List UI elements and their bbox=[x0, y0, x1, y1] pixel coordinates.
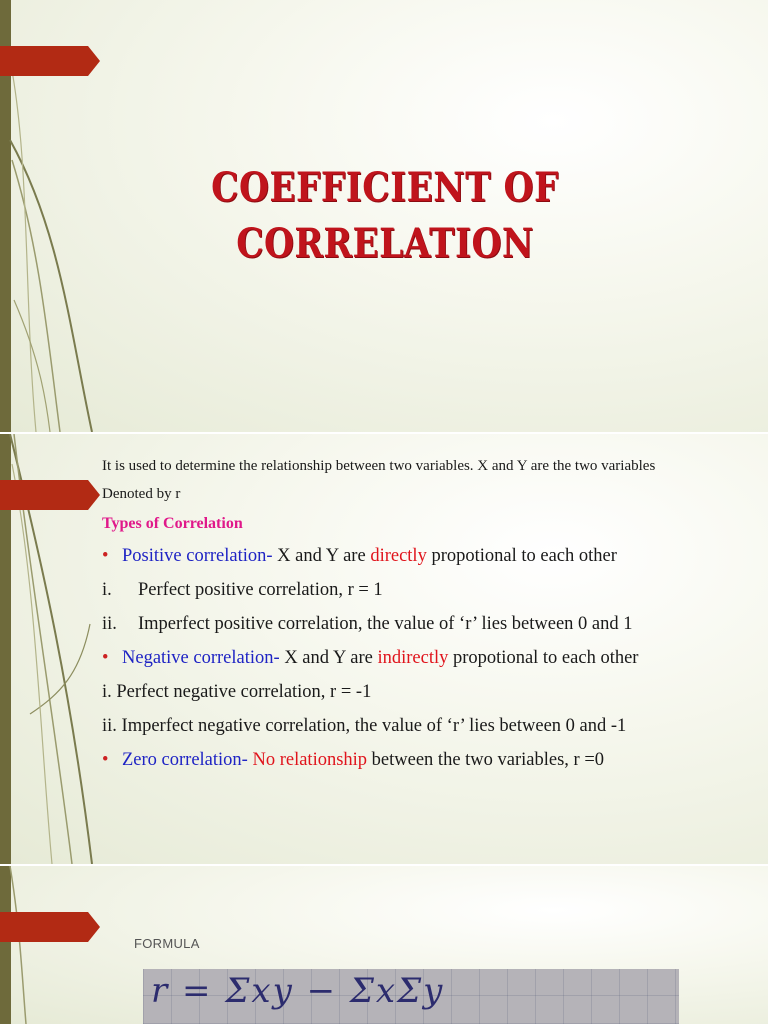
zero-label: Zero correlation- bbox=[122, 750, 248, 770]
title-line-2: CORRELATION bbox=[236, 220, 534, 267]
bullet: • bbox=[102, 648, 109, 668]
imperfect-positive-item: ii. Imperfect positive correlation, the value of ‘r’ lies between 0 and 1 bbox=[102, 614, 633, 634]
slide-tab bbox=[0, 46, 100, 76]
indirectly-highlight: indirectly bbox=[377, 648, 449, 668]
perfect-positive-item: i. Perfect positive correlation, r = 1 bbox=[102, 580, 383, 600]
content-slide bbox=[0, 434, 768, 864]
denoted-text: Denoted by r bbox=[102, 486, 181, 502]
title-slide bbox=[0, 0, 768, 432]
slide-tab bbox=[0, 912, 100, 942]
slide-body bbox=[102, 456, 752, 771]
positive-label: Positive correlation- bbox=[122, 546, 273, 566]
positive-correlation-item: • Positive correlation- X and Y are directly propotional to each other bbox=[102, 546, 617, 566]
bullet: • bbox=[102, 546, 109, 566]
types-heading: Types of Correlation bbox=[102, 515, 243, 532]
formula-image bbox=[143, 969, 679, 1024]
no-relationship-highlight: No relationship bbox=[247, 750, 368, 770]
zero-correlation-item: • Zero correlation- No relationship between the two variables, r =0 bbox=[102, 750, 605, 770]
decorative-curves bbox=[0, 866, 140, 1024]
formula-slide bbox=[0, 866, 768, 1024]
imperfect-negative-item: ii. Imperfect negative correlation, the value of ‘r’ lies between 0 and -1 bbox=[102, 716, 627, 736]
title-line-1: COEFFICIENT OF bbox=[211, 164, 559, 211]
slide-tab bbox=[0, 480, 100, 510]
negative-correlation-item: • Negative correlation- X and Y are indirectly propotional to each other bbox=[102, 648, 639, 668]
handwritten-formula: r = Σxy − ΣxΣy bbox=[151, 971, 445, 1011]
perfect-negative-item: i. Perfect negative correlation, r = -1 bbox=[102, 682, 372, 702]
bullet: • bbox=[102, 750, 109, 770]
directly-highlight: directly bbox=[370, 546, 427, 566]
intro-text: It is used to determine the relationship between two variables. X and Y are the two variables bbox=[102, 458, 656, 474]
slide-title bbox=[183, 160, 587, 272]
formula-label: FORMULA bbox=[134, 936, 200, 951]
negative-label: Negative correlation- bbox=[122, 648, 280, 668]
